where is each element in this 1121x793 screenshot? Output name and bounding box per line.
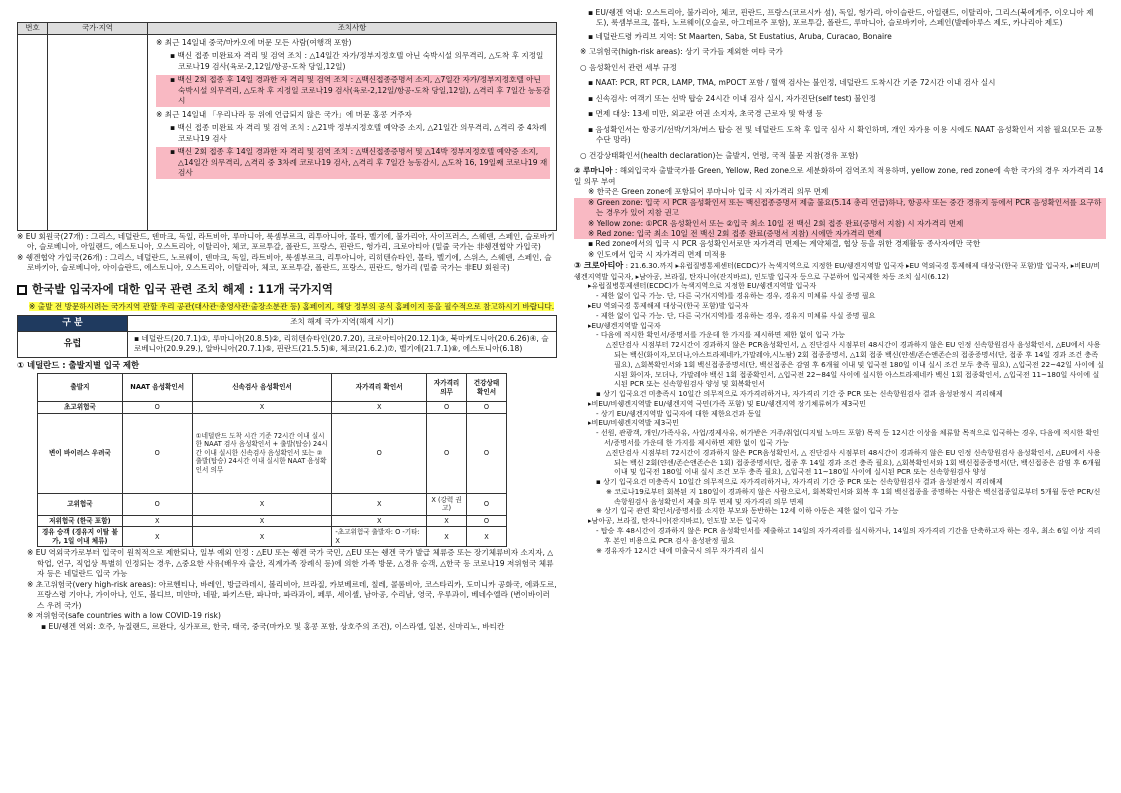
- nl-cell: X (강력 권고): [427, 493, 467, 515]
- romania-line-highlighted: ※ Green zone: 입국 시 PCR 음성확인서 또는 백신접종증명서 제출 불요(5.14 총리 언급)하나, 항공사 또는 중간 경유지 등에서 PCR 음성확인서를 요구하는 경우가 있어 지참 권고: [574, 198, 1106, 219]
- croatia-line: △진단검사 시점부터 72시간이 경과하지 않은 PCR음성확인서, △ 진단검사 시점부터 48시간이 경과하지 않은 EU 인정 신속항원검사 음성확인서, △EU에서 사용되는 백신(화이자,모더나,아스트라제네카,가말레야,시노팜) 2회 접종증명서, △1회 접종 백신(얀센/존슨앤존슨의 접종증명서(단, 접종 후 14일 경과 조건 충족 필요), △회복확인서와 1회 백신접종증명서(단, 백신접종은 감염 후 6개월 이내 및 입국전 180일 이내 실시 조건 모두 충족 필요), △입국전 22~42일 사이에 실시된 화이자, 모더나, 가말레야 백신 1회 접종확인서, △입국전 22~84일 사이에 실시한 아스트라제네카 백신 1회 접종확인서, △입국전 11~180일 사이에 실시된 PCR 또는 신속항원검사 양성 및 회복확인서: [606, 340, 1104, 389]
- notice-text: ※ 출발 전 방문하시려는 국가지역 관할 우리 공관(대사관·총영사관·출장소분관 등) 홈페이지, 해당 정부의 공식 홈페이지 등을 필수적으로 참고하시기 바랍니다.: [29, 301, 555, 311]
- top-measures-table: [17, 22, 557, 231]
- nl-cell: O: [467, 413, 507, 493]
- nl-note: ※ 저위험국(safe countries with a low COVID-19 risk): [27, 611, 221, 621]
- nl-cell: -초고위험국 출발자: O -기타: X: [332, 527, 427, 547]
- nl-cell: O: [122, 402, 192, 414]
- measure-line: ▪ 백신 접종 미완료자 격리 및 검역 조치 : △14일간 자가/정부지정호텔 아닌 숙박시설 의무격리, △도착 후 지정일 코로나19 검사(육로-2,12일/항공-도착 당일,12일): [170, 51, 544, 71]
- croatia-intro-text: : 21.6.30.까지 ▸유럽질병통제센터(ECDC)가 녹색지역으로 지정한 EU/쉥겐지역발 입국자 ▸EU 역외국경 통제해제 대상국(한국 포함)발 입국자, ▸비EU/비쉥겐지역발 입국자, ▸남아공, 브라질, 탄자니아(잔지바르), 인도발 입국자 등으로 구분하여 입국제한 차등 조치 실시(6.12): [574, 261, 1101, 281]
- rc-line: ※ 고위험국(high-risk areas): 상기 국가들 제외한 여타 국가: [580, 47, 783, 57]
- col-header-country: 국가·지역: [48, 23, 148, 35]
- nl-cell: O: [332, 413, 427, 493]
- measures-cell: [148, 35, 557, 231]
- nl-header: 출발지: [38, 374, 123, 402]
- nl-cell: 초고위험국: [38, 402, 123, 414]
- netherlands-table: [37, 373, 507, 547]
- nl-cell: O: [122, 493, 192, 515]
- croatia-line: - 상기 EU/쉥겐지역발 입국자에 대한 제한요건과 동일: [596, 408, 762, 418]
- croatia-line: ▸EU 역외국경 통제해제 대상국(한국 포함)발 입국자: [588, 301, 749, 311]
- nl-note: ▪ EU/쉥겐 역외: 호주, 뉴질랜드, 르완다, 싱가포르, 한국, 태국, 중국(마카오 및 홍콩 포함, 상호주의 조건), 이스라엘, 일본, 신마리노, 바티칸: [41, 621, 505, 631]
- col-header-measures: 조치사항: [148, 23, 557, 35]
- nl-cell: X: [332, 515, 427, 527]
- nl-cell: X: [192, 515, 332, 527]
- croatia-line: ▪ 상기 입국요건 미충족시 10일간 의무적으로 자가격리하거나, 자가격리 기간 중 PCR 또는 신속항원검사 결과 음성판정시 격리해제: [596, 389, 1003, 399]
- notice: [29, 302, 557, 312]
- romania-intro: [574, 166, 1106, 187]
- rc-line: ○ 음성확인서 관련 세부 규정: [580, 62, 677, 72]
- eu-table-row-label: 유럽: [18, 331, 128, 357]
- nl-header: 자가격리 의무: [427, 374, 467, 402]
- nl-cell: ①네덜란드 도착 시간 기준 72시간 이내 실시한 NAAT 검사 음성확인서 + 출발(탑승) 24시간 이내 실시한 신속검사 음성확인서 또는 ②출발(탑승) 24시간 이내 실시한 NAAT 음성확인서 의무: [192, 413, 332, 493]
- croatia-line: ▸유럽질병통제센터(ECDC)가 녹색지역으로 지정한 EU/쉥겐지역발 입국자: [588, 281, 817, 291]
- nl-header: NAAT 음성확인서: [122, 374, 192, 402]
- croatia-line: ▸비EU/비쉥겐지역발 EU/쉥겐지역 국민(가족 포함) 및 EU/쉥겐지역 장기체류허가 제3국민: [588, 398, 867, 408]
- romania-line: ▪ Red zone에서의 입국 시 PCR 음성확인서로만 자가격리 면제는 계약체결, 협상 등을 위한 경제활동 종사자에만 국한: [588, 239, 981, 249]
- measure-line-highlighted: ▪ 백신 2회 접종 후 14일 경과한 자 격리 및 검역 조치 : △백신접종증명서 및 △14박 정부지정호텔 예약증 소지, △14일간 의무격리, △격리 중 3차례 코로나19 검사, △격리 후 7일간 능동감시, △도착 16, 19일째 코로나19 재검사: [156, 147, 550, 178]
- nl-note: ※ EU 역외국가로부터 입국이 원칙적으로 제한되나, 일부 예외 인정 : △EU 또는 쉥겐 국가 국민, △EU 또는 쉥겐 국가 발급 체류증 또는 장기체류비자 소지자, △학업, 연구, 직업상 특별히 인정되는 경우, △중요한 사유(배우자 출산, 직계가족 장례식 등)에 의한 가족 방문, △경유 승객, △한국 등 코로나19 저위험국 체류자 등은 네덜란드 입국 가능: [27, 548, 554, 579]
- croatia-line: - 다음에 적시한 확인서/증명서를 가운데 한 가지를 제시하면 제한 없이 입국 가능: [596, 330, 846, 340]
- nl-cell: O: [427, 402, 467, 414]
- romania-heading: ② 루마니아: [574, 166, 613, 176]
- croatia-line: ▸EU/쉥겐지역발 입국자: [588, 320, 661, 330]
- croatia-intro: [574, 260, 1106, 281]
- romania-line: ※ 한국은 Green zone에 포함되어 루마니아 입국 시 자가격리 의무 면제: [588, 187, 829, 197]
- rc-line: ▪ 신속검사: 여객기 또는 선박 탑승 24시간 이내 검사 실시, 자가진단(self test) 불인정: [588, 93, 877, 103]
- nl-cell: 변이 바이러스 우려국: [38, 413, 123, 493]
- table-row: [38, 527, 507, 547]
- measure-line-highlighted: ▪ 백신 2회 접종 후 14일 경과한 자 격리 및 검역 조치 : △백신접종증명서 소지, △7일간 자가/정부지정호텔 아닌 숙박시설 의무격리, △도착 후 지정일 코로나19 검사(육로-2,12일/항공-도착 당일,12일), △격리 후 7일간 능동감시: [156, 75, 550, 106]
- section-title: [17, 282, 557, 298]
- nl-cell: X: [122, 527, 192, 547]
- netherlands-heading: ① 네덜란드 : 출발지별 입국 제한: [17, 359, 140, 370]
- croatia-line: ▸남아공, 브라질, 탄자니아(잔지바르), 인도발 모든 입국자: [588, 516, 766, 526]
- nl-cell: X: [192, 402, 332, 414]
- nl-cell: X: [332, 402, 427, 414]
- eu-members-note: ※ EU 회원국(27개) : 그리스, 네덜란드, 덴마크, 독일, 라트비아, 루마니아, 룩셈부르크, 리투아니아, 몰타, 벨기에, 불가리아, 사이프러스, 스웨덴, 스페인, 슬로바키아, 슬로베니아, 아일랜드, 에스토니아, 오스트리아, 이탈리아, 체코, 포르투갈, 폴란드, 프랑스, 핀란드, 헝가리, 크로아티아 (밑줄 국가는 非쉥겐협약 가입국): [17, 232, 555, 252]
- measure-line: ※ 최근 14일내 중국/마카오에 머문 모든 사람(여행객 포함): [156, 38, 352, 47]
- rc-line: ▪ 면제 대상: 13세 미만, 외교관 여권 소지자, 초국경 근로자 및 학생 등: [588, 109, 823, 119]
- table-row: [38, 493, 507, 515]
- col-header-number: 번호: [18, 23, 48, 35]
- schengen-members-note: ※ 쉥겐협약 가입국(26개) : 그리스, 네덜란드, 노르웨이, 덴마크, 독일, 라트비아, 룩셈부르크, 리투아니아, 리히텐슈타인, 몰타, 벨기에, 스위스, 스웨덴, 스페인, 슬로바키아, 슬로베니아, 아이슬란드, 에스토니아, 오스트리아, 이탈리아, 체코, 포르투갈, 폴란드, 프랑스, 핀란드, 헝가리 (밑줄 국가는 非EU 회원국): [17, 252, 552, 273]
- croatia-line: ▸비EU/비쉥겐지역발 제3국민: [588, 418, 679, 428]
- croatia-line: - 탑승 후 48시간이 경과하지 않은 PCR 음성확인서를 제출하고 14일의 자가격리를 실시하거나, 14일의 자가격리 기간을 단축하고자 하는 경우, 최소 6일 이상 격리 후 본인 비용으로 PCR 검사 음성판정 필요: [596, 526, 1101, 545]
- nl-cell: X: [427, 515, 467, 527]
- left-column: [17, 22, 557, 632]
- rc-line: ▪ 네덜란드령 카리브 지역: St Maarten, Saba, St Eustatius, Aruba, Curacao, Bonaire: [588, 31, 892, 41]
- nl-cell: O: [427, 413, 467, 493]
- rc-line: ○ 건강상태확인서(health declaration)는 출발지, 연령, 국적 불문 지참(경유 포함): [580, 150, 859, 160]
- eu-table-header-left: 구 분: [18, 316, 128, 331]
- nl-header: 신속검사 음성확인서: [192, 374, 332, 402]
- square-bullet-icon: [17, 285, 27, 295]
- nl-header: 건강상태 확인서: [467, 374, 507, 402]
- croatia-line: ※ 경유자가 12시간 내에 미출국시 의무 자가격리 실시: [596, 545, 764, 555]
- romania-intro-text: : 해외입국자 출발국가를 Green, Yellow, Red zone으로 세분화하여 검역조치 적용하며, yellow zone, red zone에 속한 국가의 경우 자가격리 14일 의무 부여: [574, 166, 1104, 186]
- nl-cell: 경유 승객 (경유지 이탈 불가, 1일 이내 체류): [38, 527, 123, 547]
- nl-cell: 고위험국: [38, 493, 123, 515]
- romania-line-highlighted: ※ Yellow zone: ①PCR 음성확인서 또는 ②입국 최소 10일 전 백신 2회 접종 완료(증명서 지참) 시 자가격리 면제: [574, 219, 1106, 229]
- croatia-line: - 제한 없이 입국 가능. 단, 다른 국가(지역)를 경유하는 경우, 경유지 미체류 사실 증명 필요: [596, 291, 876, 301]
- croatia-line: - 선원, 관광객, 개인/가족사유, 사업/경제사유, 허가받은 거주/취업(디지털 노마드 포함) 목적 등 12시간 이상을 체류할 목적으로 입국하는 경우, 다음에 적시한 확인서/증명서를 가운데 한 가지를 제시하면 제한 없이 입국 가능: [596, 428, 1100, 447]
- nl-cell: X: [192, 527, 332, 547]
- croatia-line: - 제한 없이 입국 가능. 단, 다른 국가(지역)를 경유하는 경우, 경유지 미체류 사실 증명 필요: [596, 310, 876, 320]
- right-column: [574, 8, 1106, 555]
- nl-cell: O: [467, 493, 507, 515]
- section-title-text: 한국발 입국자에 대한 입국 관련 조치 해제 : 11개 국가지역: [32, 281, 334, 296]
- croatia-heading: ③ 크로아티아: [574, 260, 624, 271]
- nl-cell: 저위험국 (한국 포함): [38, 515, 123, 527]
- nl-cell: X: [122, 515, 192, 527]
- table-row: [38, 402, 507, 414]
- nl-header: 자가격리 확인서: [332, 374, 427, 402]
- table-row: [38, 515, 507, 527]
- rc-line: ▪ EU/쉥겐 역내: 오스트리아, 불가리아, 체코, 핀란드, 프랑스(코르시카 섬), 독일, 헝가리, 아이슬란드, 아일랜드, 이탈리아, 그리스(북에게주, 이오니아 제도), 룩셈부르크, 몰타, 노르웨이(오슬로, 아그데르주 포함), 포르투갈, 폴란드, 루마니아, 슬로바키아, 스페인(발레아루스 제도, 카나리아 제도): [588, 8, 1094, 28]
- rc-line: ▪ NAAT: PCR, RT PCR, LAMP, TMA, mPOCT 포함 / 혈액 검사는 불인정, 네덜란드 도착시간 기준 72시간 이내 검사 실시: [588, 78, 996, 88]
- nl-cell: O: [122, 413, 192, 493]
- table-row: [38, 413, 507, 493]
- romania-line: ※ 인도에서 입국 시 자가격리 면제 미적용: [588, 249, 727, 259]
- eu-table-header-right: 조치 해제 국가·지역(해제 시기): [128, 316, 557, 331]
- eu-lift-table: [17, 315, 557, 357]
- eu-table-row-content: ▪ 네덜란드(20.7.1)①, 루마니아(20.8.5)②, 리히텐슈타인(20.7.20), 크로아티아(20.12.1)③, 북마케도니아(20.6.26)④, 슬로베니아(20.9.29.), 알바니아(20.7.1)⑤, 핀란드(21.5.5)⑥, 체코(21.6.2.)⑦, 벨기에(21.7.1)⑧, 에스토니아(6.18): [128, 331, 557, 357]
- croatia-line: ※ 상기 입국 관련 확인서/증명서를 소지한 부모와 동반하는 12세 이하 아동은 제한 없이 입국 가능: [596, 506, 899, 516]
- rc-line: ▪ 음성확인서는 항공기/선박/기차/버스 탑승 전 및 네덜란드 도착 후 입국 심사 시 확인하며, 개인 자가용 이용 시에도 NAAT 음성확인서 지참 필요(모든 교통수단 망라): [588, 124, 1103, 145]
- measure-line: ▪ 백신 접종 미완료 자 격리 및 검역 조치 : △21박 정부지정호텔 예약증 소지, △21일간 의무격리, △격리 중 4차례 코로나19 검사: [170, 123, 547, 143]
- croatia-line: ▪ 상기 입국요건 미충족시 10일간 의무적으로 자가격리하거나, 자가격리 기간 중 PCR 또는 신속항원검사 결과 음성판정시 격리해제: [596, 477, 1003, 487]
- croatia-line: ※ 코로나19로부터 회복된 지 180일이 경과하지 않은 사람으로서, 회복확인서와 회복 후 1회 백신접종을 증명하는 사람은 백신접종일로부터 5개월 동안 PCR/신속항원검사 음성확인서 제출 의무 면제 및 자가격리 의무 면제: [606, 486, 1101, 506]
- nl-cell: X: [332, 493, 427, 515]
- croatia-line: △진단검사 시점부터 72시간이 경과하지 않은 PCR음성확인서, △ 진단검사 시점부터 48시간이 경과하지 않은 EU 인정 신속항원검사 음성확인서, △EU에서 사용되는 백신 2회(얀센/존슨앤존슨은 1회) 접종증명서(단, 접종 후 14일 경과 조건 충족 필요), △회복확인서와 1회 백신접종증명서(단, 백신접종은 감염 후 6개월 이내 및 입국전 180일 이내 실시 조건 모두 충족 필요), △입국전 11~180일 사이에 실시된 PCR 또는 신속항원검사 양성: [606, 447, 1101, 477]
- nl-cell: X: [427, 527, 467, 547]
- nl-cell: X: [467, 527, 507, 547]
- nl-note: ※ 초고위험국(very high-risk areas): 아르헨티나, 바레인, 방글라데시, 볼리비아, 브라질, 카보베르데, 칠레, 콜롬비아, 코스타리카, 도미니카 공화국, 에콰도르, 프랑스령 기아나, 가이아나, 인도, 볼디브, 미얀마, 네팔, 파키스탄, 파나마, 파라과이, 페루, 세이셸, 남아공, 수리남, 영국, 우루과이, 베네수엘라 (변이바이러스 우려 국가): [27, 579, 557, 610]
- nl-cell: X: [192, 493, 332, 515]
- nl-cell: O: [467, 515, 507, 527]
- measure-line: ※ 최근 14일내 「우리나라 등 위에 언급되지 않은 국가」에 머문 홍콩 거주자: [156, 109, 412, 119]
- nl-cell: O: [467, 402, 507, 414]
- romania-line-highlighted: ※ Red zone: 입국 최소 10일 전 백신 2회 접종 완료(증명서 지참) 시에만 자가격리 면제: [574, 229, 1106, 239]
